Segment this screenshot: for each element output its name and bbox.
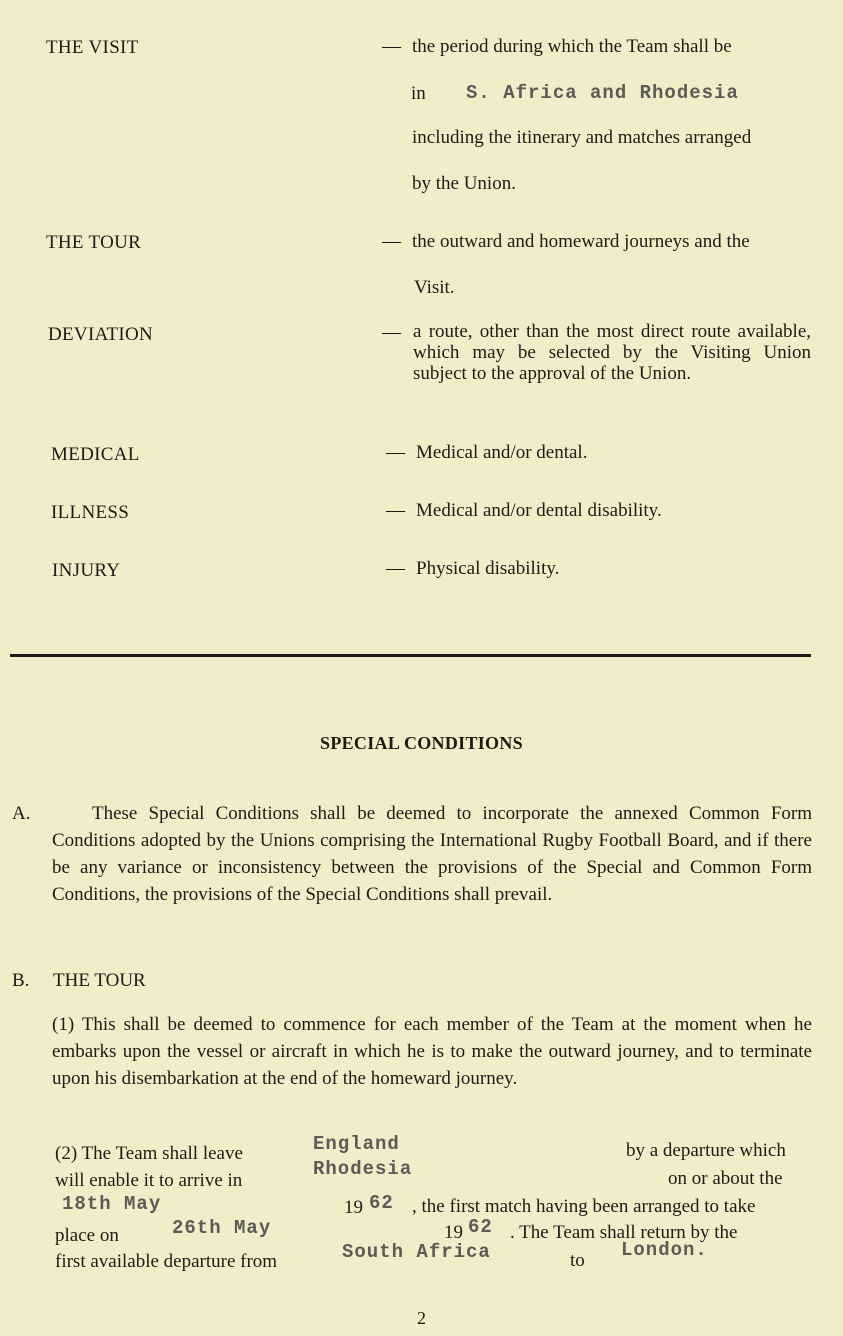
illness-definition: Medical and/or dental disability. xyxy=(416,500,662,521)
section-divider xyxy=(10,654,811,657)
injury-definition: Physical disability. xyxy=(416,558,560,579)
typed-date-arrival: 18th May xyxy=(62,1193,162,1215)
dash-illness: — xyxy=(386,500,405,521)
tour-definition-line2: Visit. xyxy=(414,277,455,298)
section-a-label: A. xyxy=(12,803,31,824)
clause-2-to-text: to xyxy=(570,1250,585,1271)
term-the-visit: THE VISIT xyxy=(46,37,139,58)
typed-arrive-country: Rhodesia xyxy=(313,1158,413,1180)
clause-2-about-text: on or about the xyxy=(668,1168,783,1189)
dash-the-tour: — xyxy=(382,231,401,252)
typed-leave-country: England xyxy=(313,1133,400,1155)
visit-definition-line3: including the itinerary and matches arranged xyxy=(412,127,752,148)
dash-injury: — xyxy=(386,558,405,579)
term-injury: INJURY xyxy=(52,560,121,581)
clause-2-departure-text: by a departure which xyxy=(626,1140,786,1161)
clause-2-arrive-text: will enable it to arrive in xyxy=(55,1170,243,1191)
typed-return-to: London. xyxy=(621,1239,708,1261)
typed-return-from: South Africa xyxy=(342,1241,491,1263)
visit-definition-line1: the period during which the Team shall be xyxy=(412,36,732,57)
typed-visit-place: S. Africa and Rhodesia xyxy=(466,82,739,104)
term-the-tour: THE TOUR xyxy=(46,232,142,253)
term-illness: ILLNESS xyxy=(51,502,130,523)
typed-year-1: 62 xyxy=(369,1192,394,1214)
dash-medical: — xyxy=(386,442,405,463)
section-b-clause-1: (1) This shall be deemed to commence for each member of the Team at the moment when he embarks upon the vessel or aircraft in which he is to make the outward journey, and to terminate upon his disembarkation at the end of the homeward journey. xyxy=(52,1014,812,1089)
term-medical: MEDICAL xyxy=(51,444,140,465)
typed-year-2: 62 xyxy=(468,1216,493,1238)
typed-date-first-match: 26th May xyxy=(172,1217,272,1239)
dash-deviation: — xyxy=(382,322,401,343)
visit-definition-line4: by the Union. xyxy=(412,173,516,194)
deviation-definition: a route, other than the most direct route available, which may be selected by the Visiting Union subject to the approval of the Union. xyxy=(413,321,811,384)
special-conditions-heading: SPECIAL CONDITIONS xyxy=(320,733,523,753)
medical-definition: Medical and/or dental. xyxy=(416,442,588,463)
section-b-title: THE TOUR xyxy=(53,970,146,991)
term-deviation: DEVIATION xyxy=(48,324,154,345)
section-b-label: B. xyxy=(12,970,30,991)
clause-2-place-on-text: place on xyxy=(55,1225,119,1246)
clause-2-first-match-text: , the first match having been arranged to take xyxy=(412,1196,756,1217)
clause-2-return-text: . The Team shall return by the xyxy=(510,1222,738,1243)
dash-the-visit: — xyxy=(382,36,401,57)
visit-definition-in: in xyxy=(411,83,426,104)
clause-2-year-prefix-2: 19 xyxy=(444,1222,463,1243)
tour-definition-line1: the outward and homeward journeys and the xyxy=(412,231,750,252)
section-a-text: These Special Conditions shall be deemed to incorporate the annexed Common Form Conditions adopted by the Unions comprising the International Rugby Football Board, and if there be any variance or inconsistency between the provisions of the Special and Common Form Conditions, the provisions of the Special Conditions shall prevail. xyxy=(52,803,812,905)
clause-2-leave-text: (2) The Team shall leave xyxy=(55,1143,243,1164)
clause-2-year-prefix-1: 19 xyxy=(344,1197,363,1218)
page-number: 2 xyxy=(417,1308,426,1328)
clause-2-departure-from-text: first available departure from xyxy=(55,1251,278,1272)
